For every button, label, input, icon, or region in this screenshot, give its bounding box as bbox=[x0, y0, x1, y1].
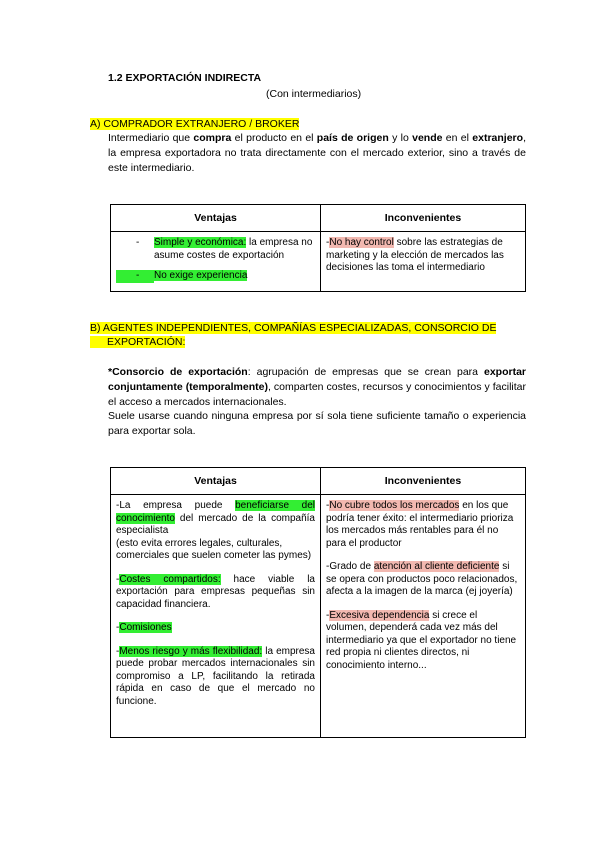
text-run: si crece el volumen, dependerá cada vez más del intermediario ya que el exportador no tiene red propia ni clientes directos, ni conocimiento interno... bbox=[326, 609, 517, 671]
text-run-bold: exportar conjuntamente (temporalmente) bbox=[108, 366, 527, 393]
text-run: - bbox=[326, 500, 330, 511]
section-b-heading-cont: EXPORTACIÓN: bbox=[90, 336, 185, 348]
text-run: Intermediario que bbox=[108, 132, 194, 144]
disadvantages-cell bbox=[321, 232, 526, 292]
text-run-bold: *Consorcio de exportación bbox=[108, 366, 248, 378]
text-run: sobre las estrategias de marketing y la elección de mercados las decisiones las toma el intermediario bbox=[326, 237, 504, 273]
consorcio-definition bbox=[108, 365, 526, 410]
text-run: : agrupación de empresas que se crean para bbox=[247, 366, 484, 378]
highlight-green: Menos riesgo y más flexibilidad: bbox=[119, 645, 263, 657]
section-a-heading bbox=[90, 117, 299, 131]
disadvantages-cell bbox=[321, 495, 526, 738]
highlight-green: Costes compartidos: bbox=[119, 573, 221, 585]
text-run: en los que podría tener éxito: el intermediario prioriza los mercados más rentables para él no para el productor bbox=[326, 500, 514, 549]
list-item-text bbox=[154, 270, 247, 283]
section-a-description bbox=[108, 131, 526, 176]
text-run-bold: extranjero bbox=[472, 132, 524, 144]
advantages-cell bbox=[111, 232, 321, 292]
disadvantage-item bbox=[326, 500, 520, 550]
advantage-item bbox=[116, 622, 315, 635]
section-b-heading bbox=[90, 321, 530, 349]
text-run: - bbox=[116, 645, 120, 657]
advantage-item bbox=[116, 646, 315, 709]
highlight-green: No exige experiencia bbox=[154, 270, 248, 281]
text-run: en el bbox=[442, 132, 473, 144]
list-item bbox=[116, 237, 315, 262]
page-subtitle: (Con intermediarios) bbox=[266, 88, 362, 100]
list-item bbox=[116, 270, 315, 283]
table-header-disadvantages: Inconvenientes bbox=[321, 468, 526, 495]
usage-note: Suele usarse cuando ninguna empresa por sí sola tiene suficiente tamaño o experiencia para exportar sola. bbox=[108, 410, 526, 437]
text-run-bold: compra bbox=[193, 132, 232, 144]
advantage-item bbox=[116, 574, 315, 612]
highlight-green: beneficiarse del conocimiento bbox=[116, 500, 315, 524]
text-run-bold: vende bbox=[412, 132, 443, 144]
advantages-cell bbox=[111, 495, 321, 738]
section-b-heading-text: B) AGENTES INDEPENDIENTES, COMPAÑÍAS ESPECIALIZADAS, CONSORCIO DE bbox=[90, 322, 497, 334]
text-run: y lo bbox=[388, 132, 413, 144]
table-header-disadvantages: Inconvenientes bbox=[321, 205, 526, 232]
text-run-bold: país de origen bbox=[316, 132, 389, 144]
text-run: -La empresa puede bbox=[116, 500, 236, 511]
text-run: el producto en el bbox=[231, 132, 317, 144]
table-header-advantages: Ventajas bbox=[111, 205, 321, 232]
bullet-dash: - bbox=[136, 237, 140, 248]
highlight-red: Excesiva dependencia bbox=[329, 609, 430, 621]
highlight-green: Simple y económica: bbox=[154, 237, 247, 248]
table-broker bbox=[110, 204, 526, 292]
bullet-dash: - bbox=[116, 270, 154, 283]
highlight-red: No cubre todos los mercados bbox=[329, 500, 460, 511]
text-run: - bbox=[116, 622, 120, 633]
page-title: 1.2 EXPORTACIÓN INDIRECTA bbox=[108, 72, 262, 84]
table-agents bbox=[110, 467, 526, 738]
table-header-advantages: Ventajas bbox=[111, 468, 321, 495]
text-run: si se opera con productos poco relacionados, afecta a la imagen de la marca (ej joyería) bbox=[326, 561, 518, 597]
text-run: , comparten costes, recursos y conocimientos y facilitar el acceso a mercados internacionales. bbox=[108, 381, 526, 408]
text-run: - bbox=[116, 573, 120, 585]
list-item-text bbox=[154, 237, 315, 262]
text-run: del mercado de la compañía especialista bbox=[116, 512, 315, 536]
highlight-red: No hay control bbox=[329, 237, 394, 248]
highlight-green: Comisiones bbox=[119, 622, 172, 633]
text-run: la empresa puede probar mercados internacionales sin compromiso a LP, facilitando la retirada rápida en caso de que el mercado no funcione. bbox=[116, 645, 315, 707]
text-run: , la empresa exportadora no trata directamente con el mercado exterior, sino a través de este intermediario. bbox=[108, 132, 526, 174]
disadvantage-item bbox=[326, 561, 520, 599]
advantage-item bbox=[116, 500, 315, 538]
highlight-red: atención al cliente deficiente bbox=[373, 561, 500, 572]
section-a-heading-text: A) COMPRADOR EXTRANJERO / BROKER bbox=[90, 118, 300, 130]
text-run: - bbox=[326, 237, 330, 248]
text-run: hace viable la exportación para empresas pequeñas sin capacidad financiera. bbox=[116, 573, 315, 610]
advantage-note: (esto evita errores legales, culturales, comerciales que suelen cometer las pymes) bbox=[116, 537, 312, 561]
disadvantage-item bbox=[326, 610, 520, 673]
text-run: - bbox=[326, 609, 330, 621]
text-run: -Grado de bbox=[326, 561, 374, 572]
text-run: la empresa no asume costes de exportación bbox=[154, 237, 313, 261]
